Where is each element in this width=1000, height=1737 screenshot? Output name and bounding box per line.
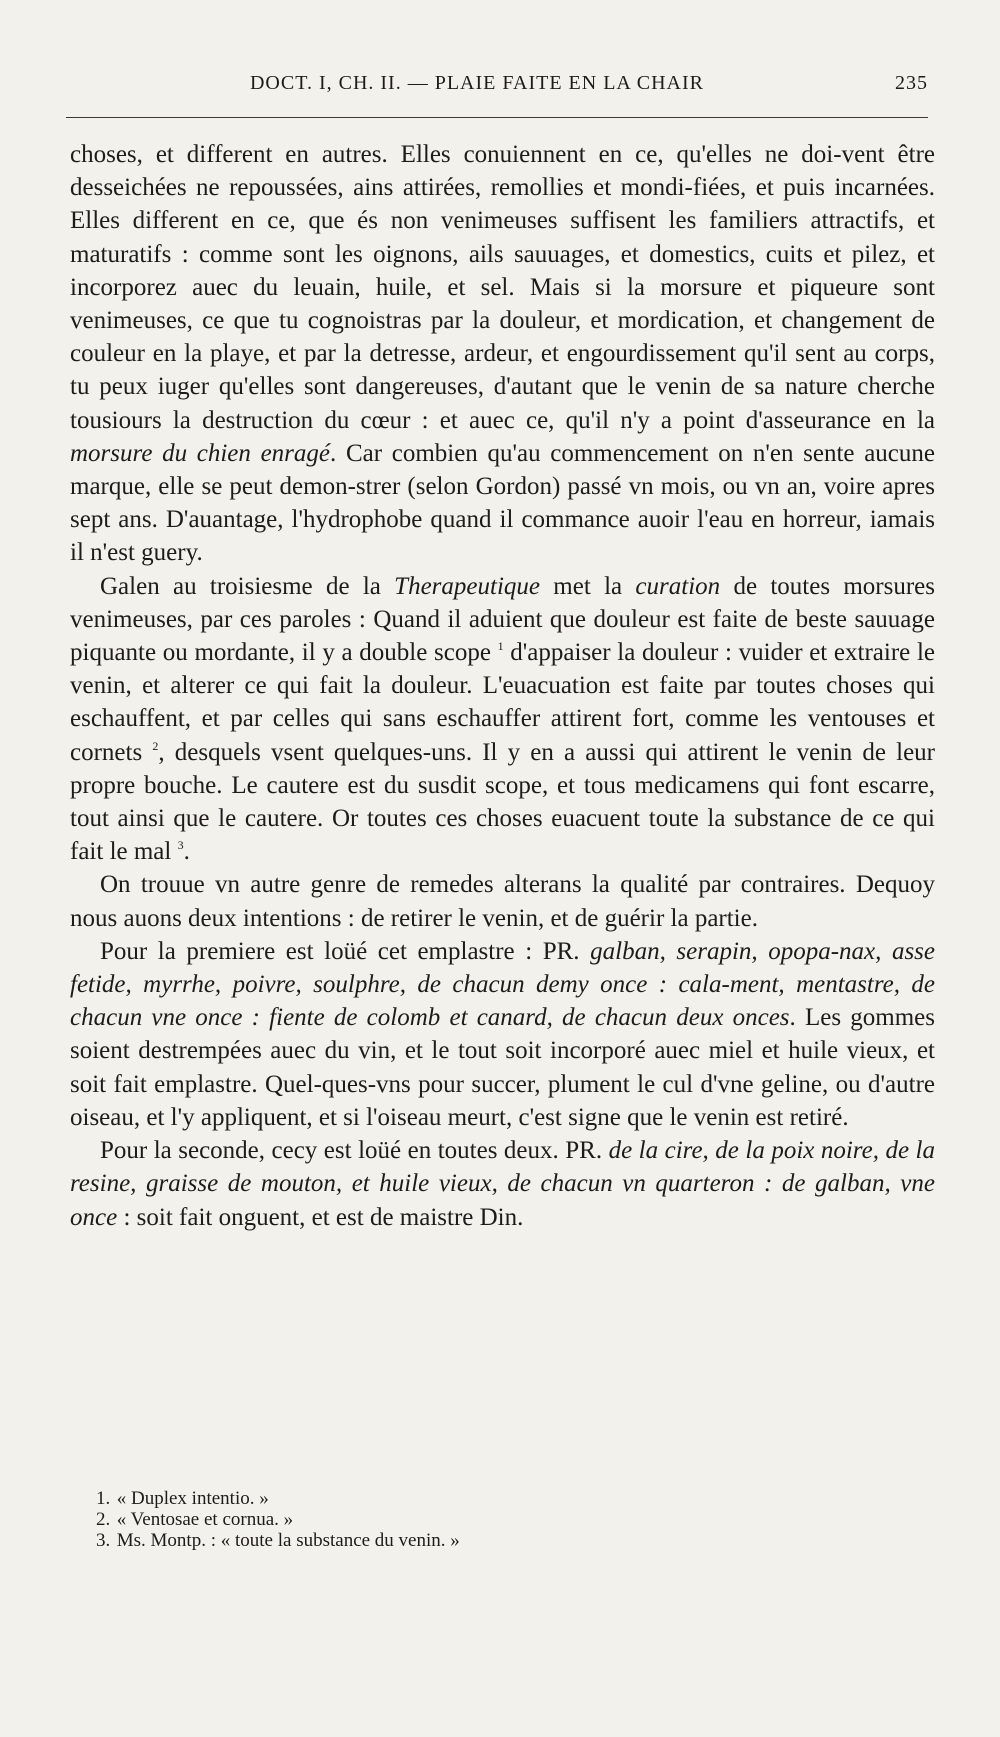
page-header xyxy=(66,72,928,108)
footnote-3: 3. Ms. Montp. : « toute la substance du venin. » xyxy=(96,1530,460,1551)
paragraph-3 xyxy=(70,868,935,934)
text-run: On trouue vn autre genre de remedes alterans la qualité par contraires. Dequoy nous auons deux intentions : de retirer le venin, et de guérir la partie. xyxy=(70,871,935,932)
italic-run: Therapeutique xyxy=(394,572,540,600)
running-title: DOCT. I, CH. II. — PLAIE FAITE EN LA CHAIR xyxy=(249,72,704,94)
text-run: : soit fait onguent, et est de maistre Din. xyxy=(117,1203,524,1231)
paragraph-1 xyxy=(70,138,935,570)
text-run: . xyxy=(183,838,190,866)
italic-run: de la cire, de la poix noire, de la resine, graisse de mouton, et huile vieux, de chacun vn quarteron : de galban, vne once xyxy=(70,1137,935,1231)
text-run: Galen au troisiesme de la xyxy=(100,572,395,600)
footnote-ref[interactable]: 1 xyxy=(497,639,504,654)
text-run: d'appaiser la douleur : vuider et extraire le venin, et alterer ce qui fait la douleur. L'euacuation est faite par toutes choses qui eschauffent, et par celles qui sans eschauffer attirent fort, comme les ventouses et cornets xyxy=(70,639,935,766)
footnotes xyxy=(96,1488,796,1551)
text-run: . Car combien qu'au commencement on n'en sente aucune marque, elle se peut demon-strer (selon Gordon) passé vn mois, ou vn an, voire apres sept ans. D'auantage, l'hydrophobe quand il commance auoir l'eau en horreur, iamais il n'est guery. xyxy=(70,439,935,567)
paragraph-2 xyxy=(70,570,935,869)
footnote-ref[interactable]: 3 xyxy=(177,838,184,853)
italic-run: galban, serapin, opopa-nax, asse fetide, myrrhe, poivre, soulphre, de chacun demy once : cala-ment, mentastre, de chacun vne once : fiente de colomb et canard, de chacun deux onces xyxy=(70,937,935,1032)
footnote-1: 1. « Duplex intentio. » xyxy=(96,1488,269,1509)
paragraph-5 xyxy=(70,1134,935,1234)
footnote-ref[interactable]: 2 xyxy=(152,738,159,753)
text-run: Pour la premiere est loüé cet emplastre : PR. xyxy=(100,937,591,965)
paragraph-4 xyxy=(70,935,935,1134)
italic-run: morsure du chien enragé xyxy=(70,439,331,467)
text-run: de toutes morsures venimeuses, par ces paroles : Quand il aduient que douleur est faite de beste sauuage piquante ou mordante, il y a double scope xyxy=(70,572,935,667)
text-run: Pour la seconde, cecy est loüé en toutes deux. PR. xyxy=(100,1137,609,1165)
text-run: met la xyxy=(540,572,636,600)
header-rule xyxy=(66,117,928,118)
body-text xyxy=(70,138,935,1234)
text-run: choses, et different en autres. Elles conuiennent en ce, qu'elles ne doi-vent être desseichées ne repoussées, ains attirées, remollies et mondi-fiées, et puis incarnées. Elles different en ce, que és non venimeuses suffisent les familiers attractifs, et maturatifs : comme sont les oignons, ails sauuages, et domestics, cuits et pilez, et incorporez auec du leuain, huile, et sel. Mais si la morsure et piqueure sont venimeuses, ce que tu cognoistras par la douleur, et mordication, et changement de couleur en la playe, et par la detresse, ardeur, et engourdissement qu'il sent au corps, tu peux iuger qu'elles sont dangereuses, d'autant que le venin de sa nature cherche tousiours la destruction du cœur : et auec ce, qu'il n'y a point d'asseurance en la xyxy=(70,141,935,434)
page-number: 235 xyxy=(895,72,928,94)
text-run: . Les gommes soient destrempées auec du vin, et le tout soit incorporé auec miel et huile vieux, et soit fait emplastre. Quel-ques-vns pour succer, plument le cul d'vne geline, ou d'autre oiseau, et l'y appliquent, et si l'oiseau meurt, c'est signe que le venin est retiré. xyxy=(70,1004,935,1131)
text-run: , desquels vsent quelques-uns. Il y en a aussi qui attirent le venin de leur propre bouche. Le cautere est du susdit scope, et tous medicamens qui font escarre, tout ainsi que le cautere. Or toutes ces choses euacuent toute la substance de ce qui fait le mal xyxy=(70,738,935,866)
italic-run: curation xyxy=(635,572,721,600)
footnote-2: 2. « Ventosae et cornua. » xyxy=(96,1509,294,1530)
